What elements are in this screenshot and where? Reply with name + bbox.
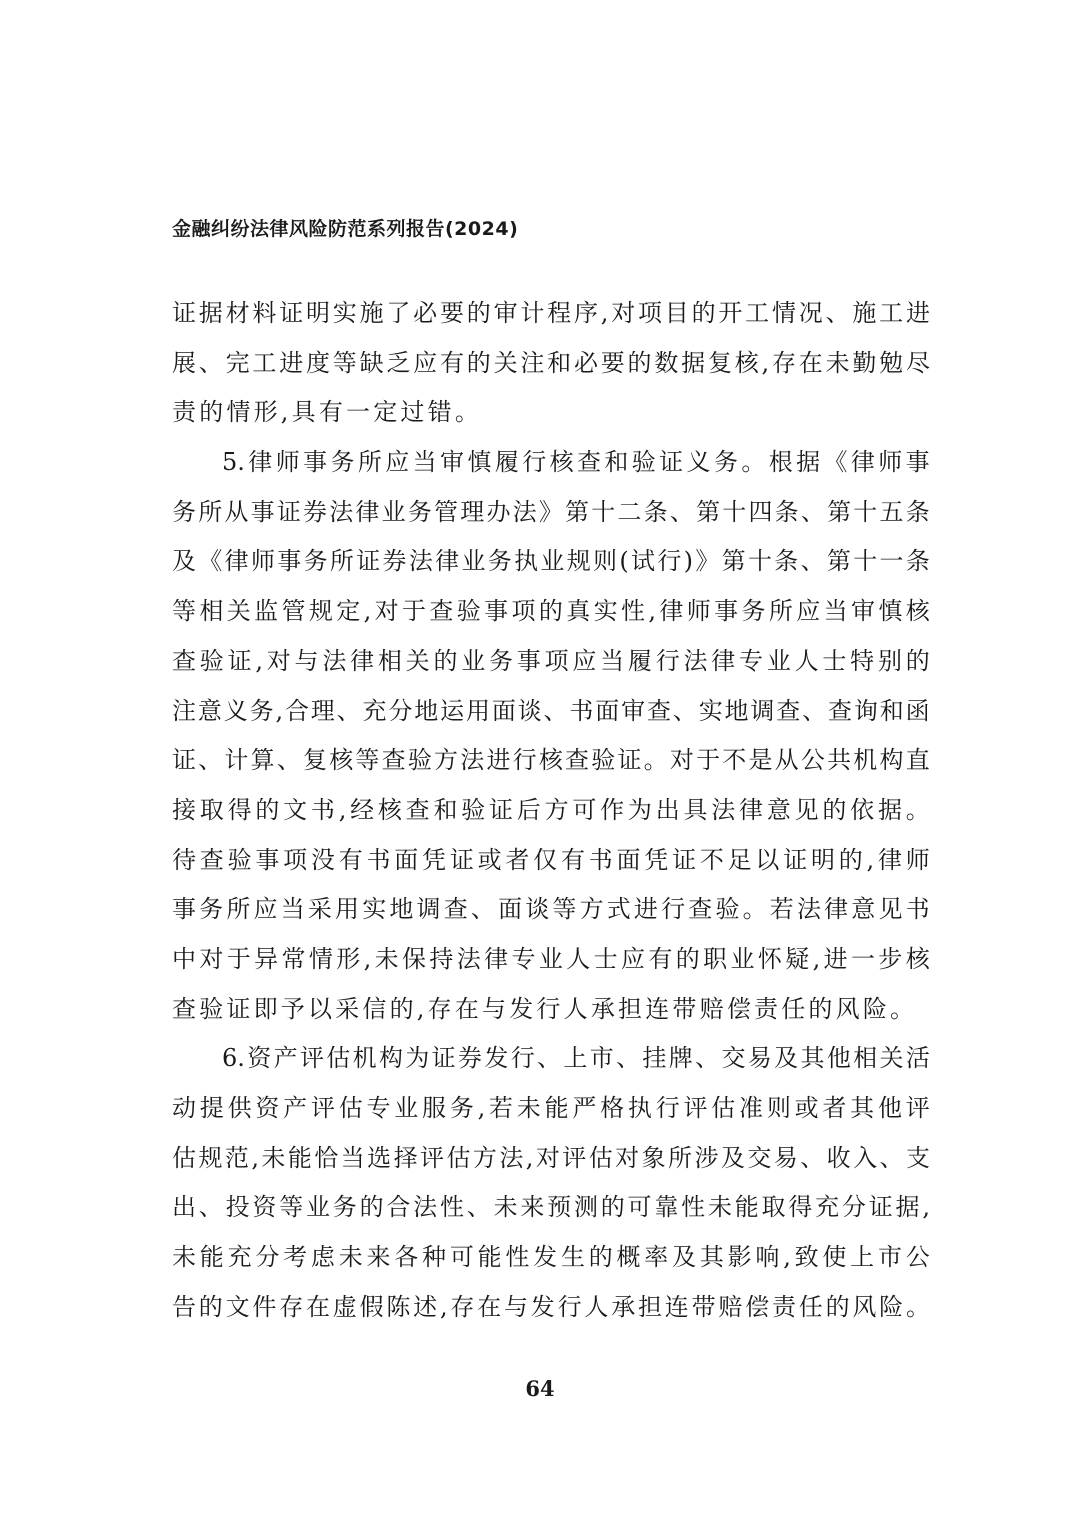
running-header: 金融纠纷法律风险防范系列报告(2024) — [172, 218, 519, 240]
text-line: 事 务 所 应 当 采 用 实 地 调 查 、 面 谈 等 方 式 进 行 查 验 。 若 法 律 意 见 书 — [172, 895, 930, 924]
text-line: 接 取 得 的 文 书 , 经 核 查 和 验 证 后 方 可 作 为 出 具 法 律 意 见 的 依 据 。 — [172, 795, 930, 824]
text-line: 查验证即予以采信的,存在与发行人承担连带赔偿责任的风险。 — [172, 994, 918, 1023]
text-line: 出 、 投 资 等 业 务 的 合 法 性 、 未 来 预 测 的 可 靠 性 未 能 取 得 充 分 证 据 , — [172, 1193, 930, 1222]
text-line: 证 据 材 料 证 明 实 施 了 必 要 的 审 计 程 序 , 对 项 目 的 开 工 情 况 、 施 工 进 — [172, 299, 930, 327]
body-text — [172, 289, 930, 1332]
text-line: 告 的 文 件 存 在 虚 假 陈 述 , 存 在 与 发 行 人 承 担 连 带 赔 偿 责 任 的 风 险 。 — [172, 1292, 930, 1321]
text-line: 责的情形,具有一定过错。 — [172, 398, 483, 427]
text-line: 估 规 范 , 未 能 恰 当 选 择 评 估 方 法 , 对 评 估 对 象 所 涉 及 交 易 、 收 入 、 支 — [172, 1143, 930, 1172]
text-line: 中 对 于 异 常 情 形 , 未 保 持 法 律 专 业 人 士 应 有 的 职 业 怀 疑 , 进 一 步 核 — [172, 944, 930, 973]
text-line: 展 、 完 工 进 度 等 缺 乏 应 有 的 关 注 和 必 要 的 数 据 复 核 , 存 在 未 勤 勉 尽 — [172, 348, 930, 377]
text-line: 待 查 验 事 项 没 有 书 面 凭 证 或 者 仅 有 书 面 凭 证 不 足 以 证 明 的 , 律 师 — [172, 845, 930, 874]
text-line: 等 相 关 监 管 规 定 , 对 于 查 验 事 项 的 真 实 性 , 律 师 事 务 所 应 当 审 慎 核 — [172, 597, 930, 626]
text-line: 及 《 律 师 事 务 所 证 券 法 律 业 务 执 业 规 则 ( 试 行 ) 》 第 十 条 、 第 十 一 条 — [172, 547, 930, 576]
text-line: 未 能 充 分 考 虑 未 来 各 种 可 能 性 发 生 的 概 率 及 其 影 响 , 致 使 上 市 公 — [172, 1243, 930, 1272]
text-line: 务 所 从 事 证 券 法 律 业 务 管 理 办 法 》 第 十 二 条 、 第 十 四 条 、 第 十 五 条 — [172, 497, 930, 526]
text-line: 查 验 证 , 对 与 法 律 相 关 的 业 务 事 项 应 当 履 行 法 律 专 业 人 士 特 别 的 — [172, 646, 930, 675]
text-line: 5. 律 师 事 务 所 应 当 审 慎 履 行 核 查 和 验 证 义 务 。 根 据 《 律 师 事 — [222, 448, 930, 477]
text-line: 动 提 供 资 产 评 估 专 业 服 务 , 若 未 能 严 格 执 行 评 估 准 则 或 者 其 他 评 — [172, 1094, 930, 1122]
text-line: 注 意 义 务 , 合 理 、 充 分 地 运 用 面 谈 、 书 面 审 查 、 实 地 调 查 、 查 询 和 函 — [172, 696, 930, 725]
text-line: 证 、 计 算 、 复 核 等 查 验 方 法 进 行 核 查 验 证 。 对 于 不 是 从 公 共 机 构 直 — [172, 746, 930, 775]
page-number: 64 — [525, 1376, 555, 1401]
text-line: 6. 资 产 评 估 机 构 为 证 券 发 行 、 上 市 、 挂 牌 、 交 易 及 其 他 相 关 活 — [222, 1044, 930, 1073]
